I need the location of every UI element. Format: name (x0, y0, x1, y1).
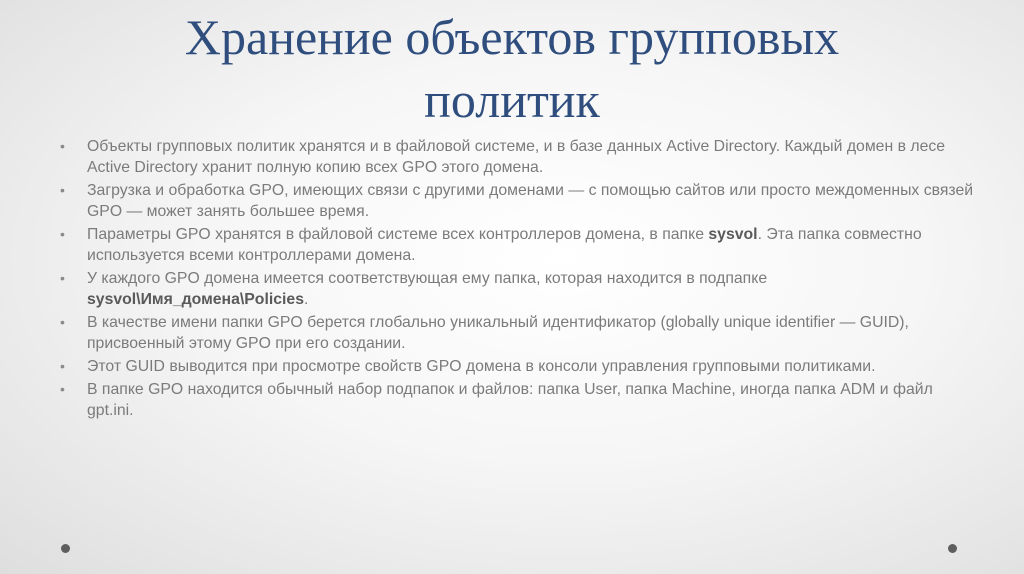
bullet-item-5 (60, 312, 980, 354)
bullet-text-pre: Параметры GPO хранятся в файловой системе всех контроллеров домена, в папке (87, 226, 709, 243)
bullet-text: В папке GPO находится обычный набор подпапок и файлов: папка User, папка Machine, иногда папка ADM и файл gpt.ini. (87, 381, 933, 419)
slide-title-line-2: политик (424, 72, 600, 128)
bullet-item-2 (60, 180, 980, 222)
decorative-dot-left (61, 544, 70, 553)
bullet-text: Объекты групповых политик хранятся и в файловой системе, и в базе данных Active Directory. Каждый домен в лесе Active Directory хранит полную копию всех GPO этого домена. (87, 138, 946, 176)
slide-title (60, 6, 964, 132)
bullet-item-4 (60, 268, 980, 310)
bullet-text: Этот GUID выводится при просмотре свойств GPO домена в консоли управления групповыми политиками. (87, 358, 876, 375)
decorative-dot-right (948, 544, 957, 553)
bullet-text-post: . Эта папка совместно используется всеми контроллерами домена. (87, 226, 922, 264)
bullet-item-6 (60, 356, 980, 377)
bullet-item-1 (60, 136, 980, 178)
bullet-text-pre: У каждого GPO домена имеется соответствующая ему папка, которая находится в подпапке (87, 270, 768, 287)
bullet-text-bold-sysvol: sysvol (708, 226, 758, 243)
bullet-item-3 (60, 224, 980, 266)
slide-title-line-1: Хранение объектов групповых (184, 9, 840, 65)
bullet-text: Загрузка и обработка GPO, имеющих связи с другими доменами — с помощью сайтов или просто междоменных связей GPO — может занять большее время. (87, 182, 974, 220)
bullet-text: В качестве имени папки GPO берется глобально уникальный идентификатор (globally unique identifier — GUID), присвоенный этому GPO при его создании. (87, 314, 909, 352)
bullet-text-post: . (303, 291, 309, 308)
bullet-text-bold-policies-path: sysvol\Имя_домена\Policies (87, 291, 304, 308)
bullet-list (60, 136, 980, 423)
bullet-item-7 (60, 379, 980, 421)
